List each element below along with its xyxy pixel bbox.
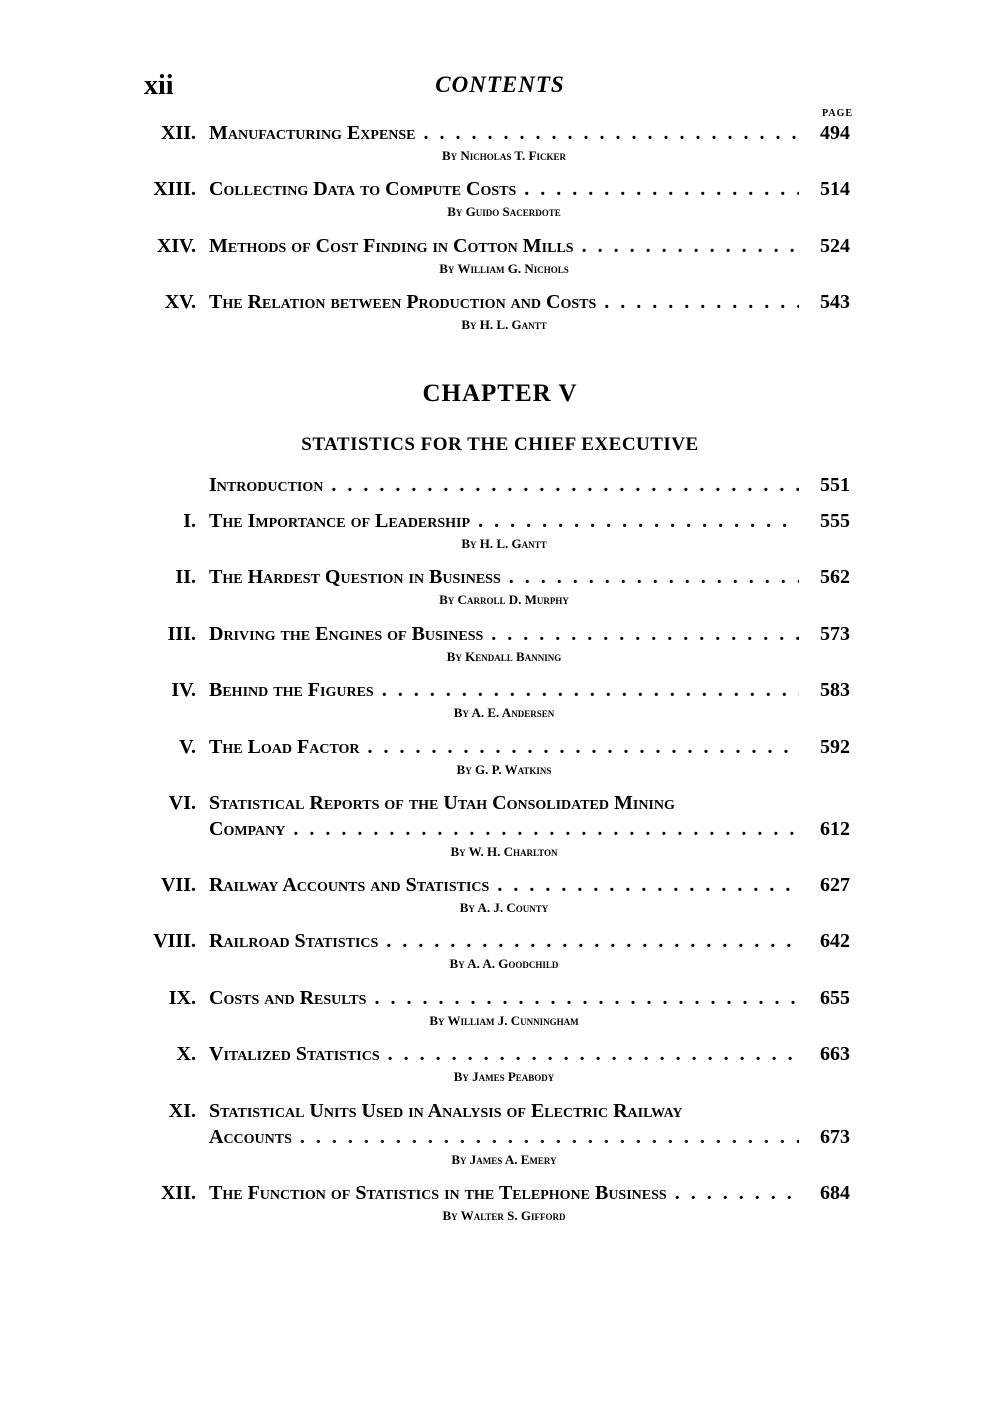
- entry-title-continued: Company . . .: [209, 818, 799, 841]
- entry-number: XI.: [168, 1100, 196, 1122]
- entry-author: By Walter S. Gifford: [442, 1208, 566, 1223]
- entry-title: Collecting Data to Compute Costs . . .: [209, 178, 799, 201]
- entry-title: Behind the Figures . . .: [209, 679, 799, 702]
- entry-number: III.: [167, 623, 196, 645]
- entry-author: By G. P. Watkins: [456, 762, 552, 777]
- entry-number: I.: [183, 510, 196, 532]
- entry-number: XIII.: [153, 178, 196, 200]
- chapter-heading: CHAPTER V: [422, 380, 578, 407]
- entry-author: By H. L. Gantt: [461, 317, 547, 332]
- entry-title: The Hardest Question in Business . . .: [209, 566, 799, 589]
- entry-author: By James A. Emery: [451, 1152, 557, 1167]
- entry-title: Railroad Statistics . . .: [209, 930, 799, 953]
- entry-author: By A. A. Goodchild: [449, 956, 559, 971]
- entry-title: Statistical Units Used in Analysis of Electric Railway: [209, 1100, 683, 1122]
- entry-page: 684: [820, 1182, 850, 1204]
- entry-page: 663: [820, 1043, 850, 1065]
- running-head: CONTENTS: [435, 72, 565, 97]
- entry-page: 555: [820, 510, 850, 532]
- entry-title: Statistical Reports of the Utah Consolidated Mining: [209, 792, 675, 814]
- page-column-label: PAGE: [822, 108, 854, 119]
- entry-number: VII.: [160, 874, 196, 896]
- entry-number: XV.: [164, 291, 196, 313]
- entry-number: XII.: [160, 122, 196, 144]
- entry-page: 583: [820, 679, 850, 701]
- entry-page: 612: [820, 818, 850, 840]
- entry-author: By James Peabody: [453, 1069, 555, 1084]
- entry-author: By William G. Nichols: [439, 261, 569, 276]
- entry-number: VI.: [168, 792, 196, 814]
- entry-number: XII.: [160, 1182, 196, 1204]
- entry-title: Driving the Engines of Business . . .: [209, 623, 799, 646]
- entry-page: 562: [820, 566, 850, 588]
- entry-title: The Load Factor . . .: [209, 736, 799, 759]
- entry-title: Introduction . . .: [209, 474, 799, 497]
- entry-page: 524: [820, 235, 850, 257]
- entry-page: 573: [820, 623, 850, 645]
- entry-page: 642: [820, 930, 850, 952]
- entry-author: By A. J. County: [459, 900, 549, 915]
- entry-author: By A. E. Andersen: [453, 705, 555, 720]
- entry-page: 592: [820, 736, 850, 758]
- entry-page: 543: [820, 291, 850, 313]
- entry-title: Railway Accounts and Statistics . . .: [209, 874, 799, 897]
- entry-title: Vitalized Statistics . . .: [209, 1043, 799, 1066]
- entry-page: 551: [820, 474, 850, 496]
- entry-number: X.: [176, 1043, 196, 1065]
- entry-number: II.: [175, 566, 196, 588]
- entry-title: The Function of Statistics in the Telephone Business . . .: [209, 1182, 799, 1205]
- entry-author: By H. L. Gantt: [461, 536, 547, 551]
- entry-number: VIII.: [153, 930, 196, 952]
- entry-title: Manufacturing Expense . . .: [209, 122, 799, 145]
- entry-number: IX.: [168, 987, 196, 1009]
- entry-page: 673: [820, 1126, 850, 1148]
- entry-title: The Importance of Leadership . . .: [209, 510, 799, 533]
- entry-title: Methods of Cost Finding in Cotton Mills . . .: [209, 235, 799, 258]
- entry-author: By Kendall Banning: [446, 649, 562, 664]
- entry-page: 494: [820, 122, 850, 144]
- entry-number: V.: [179, 736, 196, 758]
- entry-author: By Guido Sacerdote: [447, 204, 561, 219]
- entry-page: 627: [820, 874, 850, 896]
- entry-author: By Carroll D. Murphy: [439, 592, 569, 607]
- entry-page: 655: [820, 987, 850, 1009]
- entry-page: 514: [820, 178, 850, 200]
- page-folio: xii: [144, 70, 174, 101]
- entry-author: By Nicholas T. Ficker: [442, 148, 566, 163]
- entry-title: The Relation between Production and Costs . . .: [209, 291, 799, 314]
- entry-author: By W. H. Charlton: [450, 844, 558, 859]
- entry-author: By William J. Cunningham: [429, 1013, 579, 1028]
- entry-number: IV.: [171, 679, 196, 701]
- chapter-subtitle: STATISTICS FOR THE CHIEF EXECUTIVE: [301, 434, 699, 455]
- entry-number: XIV.: [156, 235, 196, 257]
- entry-title-continued: Accounts . . .: [209, 1126, 799, 1149]
- entry-title: Costs and Results . . .: [209, 987, 799, 1010]
